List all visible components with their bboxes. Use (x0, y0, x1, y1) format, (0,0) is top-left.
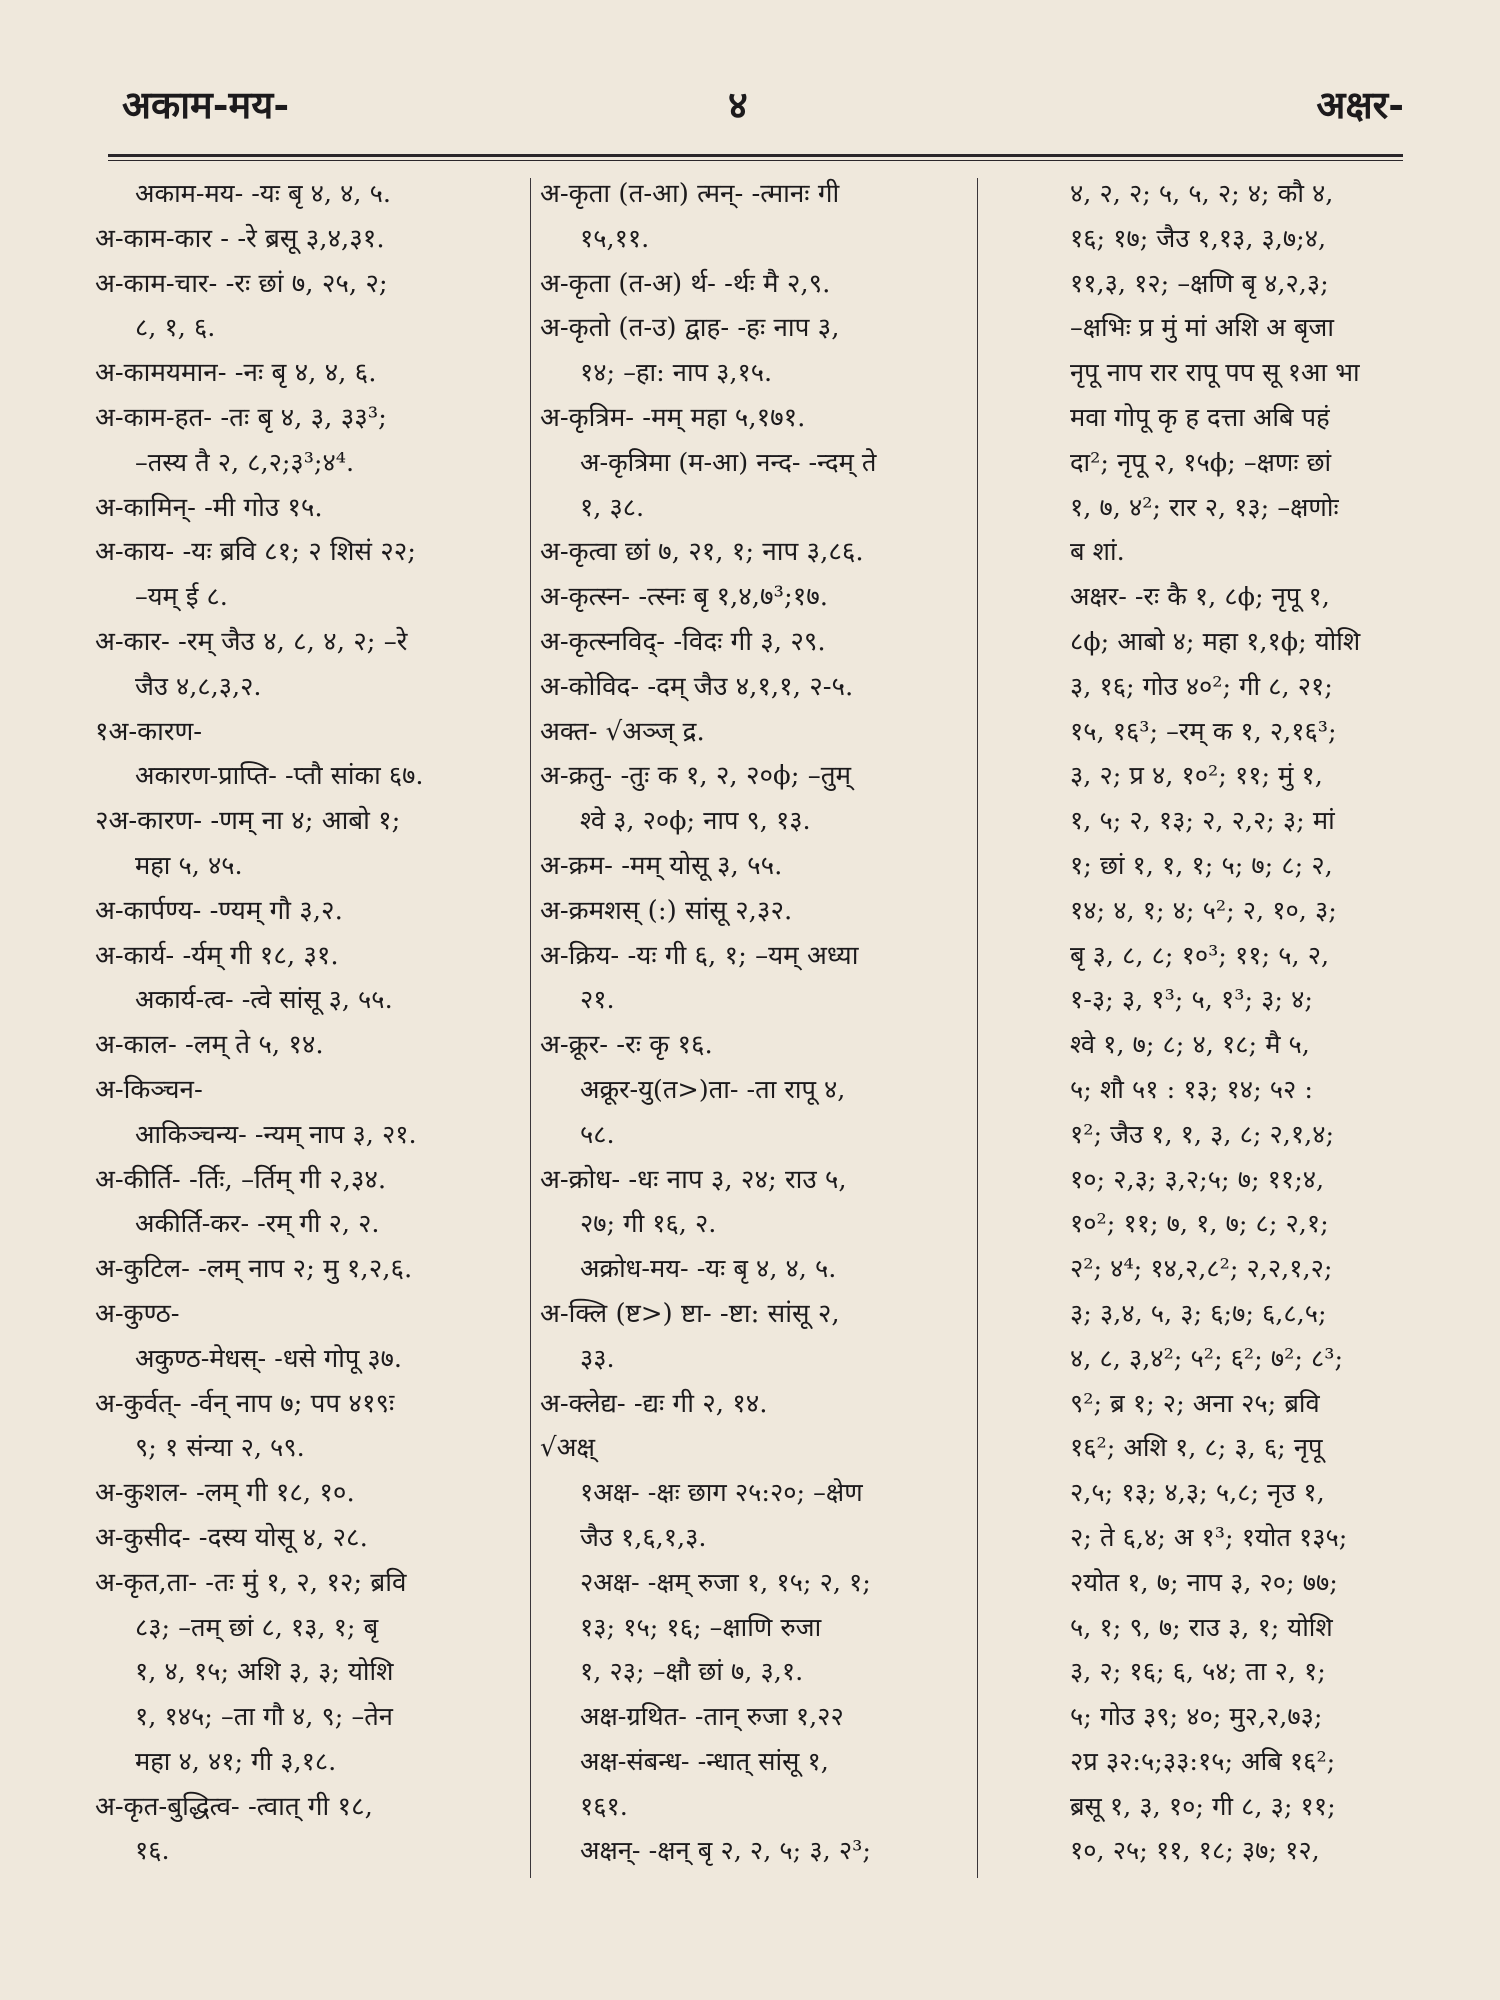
entry-continuation-line: जैउ ४,८,३,२. (135, 671, 262, 702)
header-right-headword: अक्षर- (1316, 82, 1404, 127)
entry-continuation-line: १४; ४, १; ४; ५²; २, १०, ३; (1070, 895, 1337, 926)
entry-headword-line: अ-क्रोध- -धः नाप ३, २४; राउ ५, (540, 1164, 847, 1195)
sub-entry-line: अक्ष-ग्रथित- -तान् रुजा १,२२ (580, 1702, 844, 1733)
sub-entry-line: अकार्य-त्व- -त्वे सांसू ३, ५५. (135, 985, 393, 1016)
entry-headword-line: अ-कृत-बुद्धित्व- -त्वात् गी १८, (95, 1791, 373, 1822)
entry-continuation-line: १६²; अशि १, ८; ३, ६; नृपू (1070, 1433, 1323, 1464)
entry-headword-line: अ-क्रूर- -रः कृ १६. (540, 1030, 713, 1061)
entry-headword-line: √अक्ष् (540, 1433, 596, 1464)
column-2 (540, 172, 972, 1874)
entry-headword-line: अ-किञ्चन- (95, 1074, 203, 1105)
entry-continuation-line: १, ७, ४²; रार २, १३; –क्षणोः (1070, 492, 1339, 523)
sub-entry-line: अकारण-प्राप्ति- -प्तौ सांका ६७. (135, 761, 424, 792)
entry-continuation-line: १-३; ३, १³; ५, १³; ३; ४; (1070, 985, 1313, 1016)
entry-continuation-line: १५, १६³; –रम् क १, २,१६³; (1070, 716, 1337, 747)
entry-continuation-line: १०²; ११; ७, १, ७; ८; २,१; (1070, 1209, 1329, 1240)
entry-continuation-line: श्वे ३, २०ϕ; नाप ९, १३. (580, 806, 811, 837)
sub-entry-line: अक्षन्- -क्षन् बृ २, २, ५; ३, २³; (580, 1836, 871, 1867)
entry-continuation-line: १५,११. (580, 223, 650, 254)
entry-headword-line: अ-कृत्रिम- -मम् महा ५,१७१. (540, 402, 806, 433)
entry-continuation-line: ५, १; ९, ७; राउ ३, १; योशि (1070, 1612, 1333, 1643)
entry-headword-line: १अ-कारण- (95, 716, 203, 747)
sub-entry-line: अकीर्ति-कर- -रम् गी २, २. (135, 1209, 380, 1240)
entry-headword-line: अ-कीर्ति- -र्तिः, –र्तिम् गी २,३४. (95, 1164, 387, 1195)
entry-headword-line: अ-क्रिय- -यः गी ६, १; –यम् अध्या (540, 940, 859, 971)
entry-continuation-line: १; छां १, १, १; ५; ७; ८; २, (1070, 850, 1333, 881)
entry-headword-line: अ-कृत्स्नविद्- -विदः गी ३, २९. (540, 626, 826, 657)
entry-continuation-line: बृ ३, ८, ८; १०³; ११; ५, २, (1070, 940, 1330, 971)
sub-entry-line: अ-कृत्रिमा (म-आ) नन्द- -न्दम् ते (580, 447, 877, 478)
entry-continuation-line: ५; शौ ५१ : १३; १४; ५२ : (1070, 1074, 1313, 1105)
entry-continuation-line: मवा गोपू कृ ह दत्ता अबि पहं (1070, 402, 1330, 433)
entry-continuation-line: ३, १६; गोउ ४०²; गी ८, २१; (1070, 671, 1333, 702)
entry-continuation-line: १, ३८. (580, 492, 645, 523)
entry-headword-line: अ-काम-हत- -तः बृ ४, ३, ३३³; (95, 402, 387, 433)
entry-continuation-line: –क्षभिः प्र मुं मां अशि अ बृजा (1070, 313, 1334, 344)
column-3 (1030, 172, 1410, 1874)
page-number: ४ (728, 82, 748, 127)
entry-continuation-line: १, २३; –क्षौ छां ७, ३,१. (580, 1657, 804, 1688)
entry-continuation-line: २प्र ३२:५;३३:१५; अबि १६²; (1070, 1746, 1336, 1777)
column-divider-1 (530, 178, 531, 1878)
entry-continuation-line: ५८. (580, 1119, 615, 1150)
entry-continuation-line: –यम् ई ८. (135, 582, 228, 613)
entry-continuation-line: ३; ३,४, ५, ३; ६;७; ६,८,५; (1070, 1298, 1327, 1329)
entry-continuation-line: २योत १, ७; नाप ३, २०; ७७; (1070, 1567, 1338, 1598)
entry-continuation-line: २²; ४⁴; १४,२,८²; २,२,१,२; (1070, 1254, 1333, 1285)
sub-entry-line: आकिञ्चन्य- -न्यम् नाप ३, २१. (135, 1119, 417, 1150)
entry-continuation-line: ८३; –तम् छां ८, १३, १; बृ (135, 1612, 379, 1643)
entry-headword-line: अ-कृत,ता- -तः मुं १, २, १२; ब्रवि (95, 1567, 407, 1598)
entry-continuation-line: २७; गी १६, २. (580, 1209, 717, 1240)
entry-continuation-line: महा ४, ४१; गी ३,१८. (135, 1746, 337, 1777)
entry-headword-line: २अ-कारण- -णम् ना ४; आबो १; (95, 806, 401, 837)
entry-headword-line: अक्त- √अञ्ज् द्र. (540, 716, 705, 747)
entry-continuation-line: दा²; नृपू २, १५ϕ; –क्षणः छां (1070, 447, 1332, 478)
entry-headword-line: अ-कामयमान- -नः बृ ४, ४, ६. (95, 358, 377, 389)
sub-entry-line: अक्रोध-मय- -यः बृ ४, ४, ५. (580, 1254, 837, 1285)
entry-headword-line: अ-क्रतु- -तुः क १, २, २०ϕ; –तुम् (540, 761, 852, 792)
entry-continuation-line: १, ४, १५; अशि ३, ३; योशि (135, 1657, 394, 1688)
sub-entry-line: अक्ष-संबन्ध- -न्धात् सांसू १, (580, 1746, 829, 1777)
page-header (0, 78, 1500, 148)
entry-headword-line: अ-कृत्स्न- -त्स्नः बृ १,४,७³;१७. (540, 582, 829, 613)
entry-continuation-line: ५; गोउ ३९; ४०; मु२,२,७३; (1070, 1702, 1323, 1733)
entry-headword-line: अ-क्रमशस् (:) सांसू २,३२. (540, 895, 793, 926)
entry-continuation-line: –तस्य तै २, ८,२;३³;४⁴. (135, 447, 355, 478)
entry-continuation-line: ब शां. (1070, 537, 1125, 568)
entry-continuation-line: १६१. (580, 1791, 628, 1822)
entry-headword-line: अ-कुण्ठ- (95, 1298, 180, 1329)
header-left-headword: अकाम-मय- (122, 82, 290, 127)
entry-headword-line: अ-कुटिल- -लम् नाप २; मु १,२,६. (95, 1254, 413, 1285)
column-divider-2 (977, 178, 978, 1878)
entry-continuation-line: ९; १ संन्या २, ५९. (135, 1433, 305, 1464)
entry-continuation-line: १०; २,३; ३,२;५; ७; ११;४, (1070, 1164, 1325, 1195)
entry-continuation-line: २; ते ६,४; अ १³; १योत १३५; (1070, 1522, 1348, 1553)
entry-continuation-line: १०, २५; ११, १८; ३७; १२, (1070, 1836, 1320, 1867)
entry-continuation-line: १६; १७; जैउ १,१३, ३,७;४, (1070, 223, 1327, 254)
sub-entry-line: अकुण्ठ-मेधस्- -धसे गोपू ३७. (135, 1343, 403, 1374)
entry-headword-line: अ-कोविद- -दम् जैउ ४,१,१, २-५. (540, 671, 854, 702)
entry-continuation-line: ४, ८, ३,४²; ५²; ६²; ७²; ८³; (1070, 1343, 1344, 1374)
entry-headword-line: अ-कुर्वत्- -र्वन् नाप ७; पप ४१९ः (95, 1388, 395, 1419)
column-1 (95, 172, 515, 1874)
entry-continuation-line: ९²; ब्र १; २; अना २५; ब्रवि (1070, 1388, 1320, 1419)
entry-continuation-line: श्वे १, ७; ८; ४, १८; मै ५, (1070, 1030, 1310, 1061)
entry-headword-line: अ-कुसीद- -दस्य योसू ४, २८. (95, 1522, 368, 1553)
entry-headword-line: अ-कृतो (त-उ) द्वाह- -हः नाप ३, (540, 313, 840, 344)
entry-continuation-line: ८, १, ६. (135, 313, 216, 344)
entry-headword-line: अ-काम-कार - -रे ब्रसू ३,४,३१. (95, 223, 385, 254)
entry-headword-line: अ-काम-चार- -रः छां ७, २५, २; (95, 268, 388, 299)
entry-headword-line: अ-क्लेद्य- -द्यः गी २, १४. (540, 1388, 768, 1419)
entry-continuation-line: महा ५, ४५. (135, 850, 243, 881)
entry-headword-line: अ-कार्पण्य- -ण्यम् गौ ३,२. (95, 895, 343, 926)
header-rule-thin (108, 160, 1403, 161)
entry-continuation-line: १²; जैउ १, १, ३, ८; २,१,४; (1070, 1119, 1335, 1150)
entry-continuation-line: ३३. (580, 1343, 615, 1374)
entry-headword-line: अ-कुशल- -लम् गी १८, १०. (95, 1478, 355, 1509)
entry-headword-line: अ-क्लि (ष्ट>) ष्टा- -ष्टा: सांसू २, (540, 1298, 840, 1329)
sub-entry-line: अकाम-मय- -यः बृ ४, ४, ५. (135, 179, 391, 209)
sub-entry-line: १अक्ष- -क्षः छाग २५:२०; –क्षेण (580, 1478, 863, 1509)
entry-continuation-line: १, १४५; –ता गौ ४, ९; –तेन (135, 1702, 393, 1733)
entry-continuation-line: ब्रसू १, ३, १०; गी ८, ३; ११; (1070, 1791, 1336, 1822)
entry-continuation-line: १६. (135, 1836, 170, 1867)
header-rule-thick (108, 154, 1403, 157)
entry-continuation-line: जैउ १,६,१,३. (580, 1522, 707, 1553)
entry-continuation-line: नृपू नाप रार रापू पप सू १आ भा (1070, 358, 1360, 389)
sub-entry-line: अक्षर- -रः कै १, ८ϕ; नृपू १, (1070, 582, 1330, 613)
entry-continuation-line: ३, २; प्र ४, १०²; ११; मुं १, (1070, 761, 1323, 792)
entry-headword-line: अ-कृता (त-आ) त्मन्- -त्मानः गी (540, 179, 840, 209)
entry-headword-line: अ-काल- -लम् ते ५, १४. (95, 1030, 324, 1061)
entry-continuation-line: १, ५; २, १३; २, २,२; ३; मां (1070, 806, 1335, 837)
entry-headword-line: अ-क्रम- -मम् योसू ३, ५५. (540, 850, 783, 881)
entry-headword-line: अ-कृता (त-अ) र्थ- -र्थः मै २,९. (540, 268, 831, 299)
entry-continuation-line: ८ϕ; आबो ४; महा १,१ϕ; योशि (1070, 626, 1361, 657)
entry-continuation-line: ४, २, २; ५, ५, २; ४; कौ ४, (1070, 179, 1334, 209)
entry-continuation-line: २,५; १३; ४,३; ५,८; नृउ १, (1070, 1478, 1325, 1509)
entry-headword-line: अ-काय- -यः ब्रवि ८१; २ शिसं २२; (95, 537, 417, 568)
entry-headword-line: अ-कृत्वा छां ७, २१, १; नाप ३,८६. (540, 537, 864, 568)
entry-headword-line: अ-कार- -रम् जैउ ४, ८, ४, २; –रे (95, 626, 408, 657)
entry-continuation-line: ३, २; १६; ६, ५४; ता २, १; (1070, 1657, 1326, 1688)
entry-continuation-line: १३; १५; १६; –क्षाणि रुजा (580, 1612, 822, 1643)
entry-continuation-line: ११,३, १२; –क्षणि बृ ४,२,३; (1070, 268, 1329, 299)
sub-entry-line: अक्रूर-यु(त>)ता- -ता रापू ४, (580, 1074, 846, 1105)
entry-continuation-line: २१. (580, 985, 615, 1016)
sub-entry-line: २अक्ष- -क्षम् रुजा १, १५; २, १; (580, 1567, 871, 1598)
entry-continuation-line: १४; –हा: नाप ३,१५. (580, 358, 773, 389)
entry-headword-line: अ-कार्य- -र्यम् गी १८, ३१. (95, 940, 339, 971)
entry-headword-line: अ-कामिन्- -मी गोउ १५. (95, 492, 323, 523)
